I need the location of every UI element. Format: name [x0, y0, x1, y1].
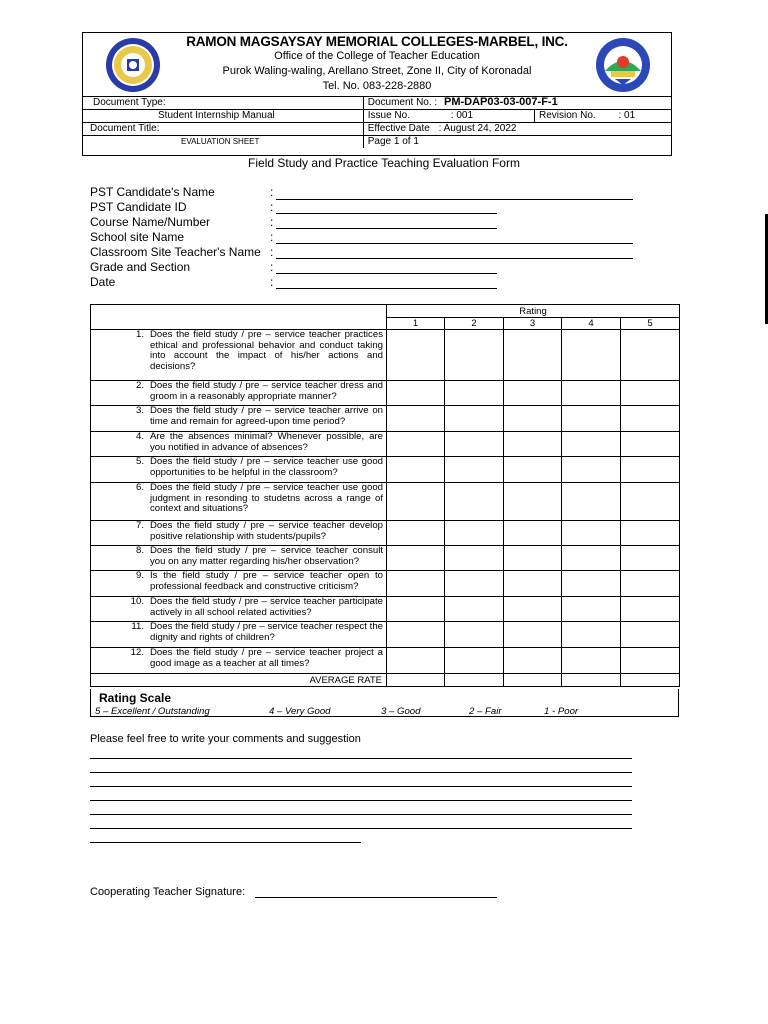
question-number: 10. [130, 596, 144, 607]
teacher-education-seal-logo [595, 37, 651, 93]
question-number: 11. [131, 621, 144, 632]
document-control-table [83, 96, 671, 148]
rating-scale-title: Rating Scale [99, 691, 172, 705]
scale-item: 3 – Good [381, 706, 421, 717]
rating-cell[interactable] [445, 622, 504, 648]
document-header [82, 32, 672, 156]
doc-type-label: Document Type: [83, 96, 363, 110]
question-text: Is the field study / pre – service teacher open to professional feedback and constructive criticism? [150, 570, 383, 592]
rating-cell[interactable] [387, 483, 445, 521]
question-text: Does the field study / pre – service teacher practices ethical and professional behavior and conduct taking into account the impact of his/her actions and decisions? [150, 329, 383, 372]
comment-line[interactable] [90, 828, 632, 829]
field-label-id: PST Candidate ID [90, 200, 187, 214]
scale-item: 5 – Excellent / Outstanding [95, 706, 210, 717]
field-label-date: Date [90, 275, 116, 289]
school-site-field[interactable] [276, 243, 633, 244]
header-text [153, 34, 601, 94]
revision-value: : 01 [618, 110, 636, 121]
field-label-course: Course Name/Number [90, 215, 211, 229]
rating-cell[interactable] [504, 521, 562, 546]
field-colon: : [270, 215, 274, 229]
issue-value: : 001 [450, 110, 474, 121]
rating-cell[interactable] [562, 406, 621, 432]
question-row [91, 381, 680, 406]
question-cell [91, 622, 387, 648]
comment-line[interactable] [90, 814, 632, 815]
rating-cell[interactable] [562, 571, 621, 597]
doc-title-label: Document Title: [83, 123, 363, 136]
question-text: Does the field study / pre – service teacher consult you on any matter regarding his/her observation? [150, 545, 383, 567]
field-colon: : [270, 200, 274, 214]
average-cell[interactable] [504, 674, 562, 687]
rating-cell[interactable] [445, 457, 504, 483]
question-cell [91, 457, 387, 483]
question-cell [91, 521, 387, 546]
comment-line[interactable] [90, 842, 361, 843]
question-number: 2. [135, 380, 144, 391]
doc-no-value: PM-DAP03-03-007-F-1 [444, 96, 558, 108]
rating-cell[interactable] [445, 432, 504, 457]
question-cell [91, 381, 387, 406]
office-name: Office of the College of Teacher Education [274, 50, 480, 62]
field-label-grade: Grade and Section [90, 260, 191, 274]
rating-cell[interactable] [621, 483, 680, 521]
rating-cell[interactable] [387, 622, 445, 648]
rating-cell[interactable] [387, 406, 445, 432]
rating-cell[interactable] [504, 648, 562, 674]
question-number: 1. [135, 329, 144, 340]
rating-column-header: 1 [387, 318, 445, 330]
rating-cell[interactable] [387, 597, 445, 622]
question-number: 7. [135, 520, 144, 531]
question-row [91, 546, 680, 571]
rating-cell[interactable] [387, 648, 445, 674]
date-field[interactable] [276, 288, 497, 289]
institution-name: RAMON MAGSAYSAY MEMORIAL COLLEGES-MARBEL, INC. [186, 34, 568, 49]
doc-type-value: Student Internship Manual [83, 110, 363, 123]
question-cell [91, 648, 387, 674]
question-rows [91, 330, 680, 674]
question-cell [91, 432, 387, 457]
issue-label: Issue No. [367, 110, 410, 121]
rating-cell[interactable] [562, 330, 621, 381]
rating-cell[interactable] [445, 597, 504, 622]
question-row [91, 571, 680, 597]
signature-field[interactable] [255, 897, 497, 898]
question-row [91, 521, 680, 546]
rating-column-header: 2 [445, 318, 504, 330]
revision-label: Revision No. [539, 110, 596, 121]
rating-cell[interactable] [504, 483, 562, 521]
question-number: 3. [135, 405, 144, 416]
average-cell[interactable] [445, 674, 504, 687]
question-row [91, 457, 680, 483]
rating-cell[interactable] [621, 406, 680, 432]
comment-line[interactable] [90, 758, 632, 759]
effective-cell [363, 123, 671, 136]
rating-cell[interactable] [387, 457, 445, 483]
effective-label: Effective Date [367, 123, 430, 134]
field-colon: : [270, 275, 274, 289]
comments-label: Please feel free to write your comments and suggestion [90, 733, 361, 745]
rating-cell[interactable] [504, 381, 562, 406]
rating-cell[interactable] [562, 597, 621, 622]
question-row [91, 648, 680, 674]
rating-cell[interactable] [621, 521, 680, 546]
rating-cell[interactable] [504, 432, 562, 457]
question-cell [91, 483, 387, 521]
scale-item: 1 - Poor [544, 706, 579, 717]
question-number: 6. [135, 482, 144, 493]
rating-cell[interactable] [621, 546, 680, 571]
institution-address: Purok Waling-waling, Arellano Street, Zone II, City of Koronadal [222, 65, 532, 77]
rating-scale-box [90, 689, 679, 717]
question-cell [91, 330, 387, 381]
rating-cell[interactable] [562, 622, 621, 648]
rating-cell[interactable] [562, 521, 621, 546]
rating-cell[interactable] [387, 432, 445, 457]
effective-value: : August 24, 2022 [438, 123, 517, 134]
rating-cell[interactable] [621, 622, 680, 648]
rating-cell[interactable] [504, 597, 562, 622]
rating-cell[interactable] [445, 330, 504, 381]
rating-cell[interactable] [621, 330, 680, 381]
question-text: Does the field study / pre – service teacher dress and groom in a reasonably appropriate manner? [150, 380, 383, 402]
rating-column-header: 4 [562, 318, 621, 330]
field-colon: : [270, 185, 274, 199]
question-number: 8. [135, 545, 144, 556]
comment-line[interactable] [90, 772, 632, 773]
question-text: Does the field study / pre – service teacher project a good image as a teacher at all times? [150, 647, 383, 669]
rating-cell[interactable] [445, 571, 504, 597]
rating-cell[interactable] [387, 381, 445, 406]
field-colon: : [270, 230, 274, 244]
rating-cell[interactable] [445, 483, 504, 521]
question-text: Does the field study / pre – service teacher develop positive relationship with students/pupils? [150, 520, 383, 542]
doc-no-label: Document No. : [367, 97, 438, 108]
scale-item: 2 – Fair [469, 706, 502, 717]
rating-cell[interactable] [445, 546, 504, 571]
comment-line[interactable] [90, 786, 632, 787]
rating-cell[interactable] [621, 597, 680, 622]
question-number: 4. [135, 431, 144, 442]
telephone-number: Tel. No. 083-228-2880 [322, 80, 432, 92]
question-cell [91, 571, 387, 597]
question-row [91, 432, 680, 457]
candidate-name-field[interactable] [276, 199, 633, 200]
site-teacher-field[interactable] [276, 258, 633, 259]
comment-line[interactable] [90, 800, 632, 801]
question-text: Does the field study / pre – service teacher use good judgment in resonding to studetns across a range of context and situations? [150, 482, 383, 514]
question-text: Does the field study / pre – service teacher respect the dignity and rights of children? [150, 621, 383, 643]
field-colon: : [270, 260, 274, 274]
rating-cell[interactable] [387, 521, 445, 546]
rating-cell[interactable] [504, 546, 562, 571]
rating-cell[interactable] [562, 432, 621, 457]
form-title: Field Study and Practice Teaching Evaluation Form [248, 156, 520, 170]
rating-cell[interactable] [445, 381, 504, 406]
rating-table [90, 304, 680, 687]
rating-cell[interactable] [621, 571, 680, 597]
rating-column-header: 3 [504, 318, 562, 330]
grade-section-field[interactable] [276, 273, 497, 274]
question-cell [91, 546, 387, 571]
candidate-id-field[interactable] [276, 213, 497, 214]
question-row [91, 330, 680, 381]
question-text: Does the field study / pre – service teacher arrive on time and remain for agreed-upon time period? [150, 405, 383, 427]
rating-cell[interactable] [621, 457, 680, 483]
rating-cell[interactable] [562, 546, 621, 571]
average-cell[interactable] [387, 674, 445, 687]
rating-cell[interactable] [387, 571, 445, 597]
signature-label: Cooperating Teacher Signature: [90, 886, 246, 898]
rating-cell[interactable] [621, 432, 680, 457]
rating-cell[interactable] [504, 571, 562, 597]
question-row [91, 483, 680, 521]
question-text: Does the field study / pre – service teacher participate actively in all school related activities? [150, 596, 383, 618]
average-cell[interactable] [562, 674, 621, 687]
rating-cell[interactable] [562, 457, 621, 483]
header-banner [83, 33, 671, 97]
rating-cell[interactable] [562, 483, 621, 521]
rating-cell[interactable] [562, 648, 621, 674]
question-cell [91, 406, 387, 432]
rating-cell[interactable] [504, 406, 562, 432]
doc-no-label-cell [363, 96, 671, 110]
field-label-teacher: Classroom Site Teacher's Name [90, 245, 261, 259]
rating-cell[interactable] [621, 381, 680, 406]
rating-cell[interactable] [562, 381, 621, 406]
scale-item: 4 – Very Good [269, 706, 331, 717]
doc-title-value: EVALUATION SHEET [83, 136, 363, 149]
revision-cell [535, 110, 671, 123]
rating-cell[interactable] [445, 406, 504, 432]
rating-header: Rating [387, 305, 680, 318]
rating-cell[interactable] [504, 457, 562, 483]
rating-cell[interactable] [504, 330, 562, 381]
question-cell [91, 597, 387, 622]
rating-cell[interactable] [387, 330, 445, 381]
rating-cell[interactable] [621, 648, 680, 674]
average-rate-label: AVERAGE RATE [91, 674, 387, 687]
question-row [91, 622, 680, 648]
question-text: Are the absences minimal? Whenever possible, are you notified in advance of absences? [150, 431, 383, 453]
rating-cell[interactable] [504, 622, 562, 648]
field-label-school: School site Name [90, 230, 185, 244]
page-number: Page 1 of 1 [363, 136, 671, 149]
course-field[interactable] [276, 228, 497, 229]
question-row [91, 597, 680, 622]
rating-cell[interactable] [445, 521, 504, 546]
field-label-name: PST Candidate's Name [90, 185, 215, 199]
field-colon: : [270, 245, 274, 259]
question-text: Does the field study / pre – service teacher use good opportunities to be helpful in the classroom? [150, 456, 383, 478]
rating-cell[interactable] [387, 546, 445, 571]
question-row [91, 406, 680, 432]
question-number: 9. [135, 570, 144, 581]
rating-cell[interactable] [445, 648, 504, 674]
question-header-cell [91, 305, 387, 330]
rating-column-header: 5 [621, 318, 680, 330]
average-cell[interactable] [621, 674, 680, 687]
question-number: 12. [130, 647, 144, 658]
question-number: 5. [135, 456, 144, 467]
issue-cell [363, 110, 534, 123]
